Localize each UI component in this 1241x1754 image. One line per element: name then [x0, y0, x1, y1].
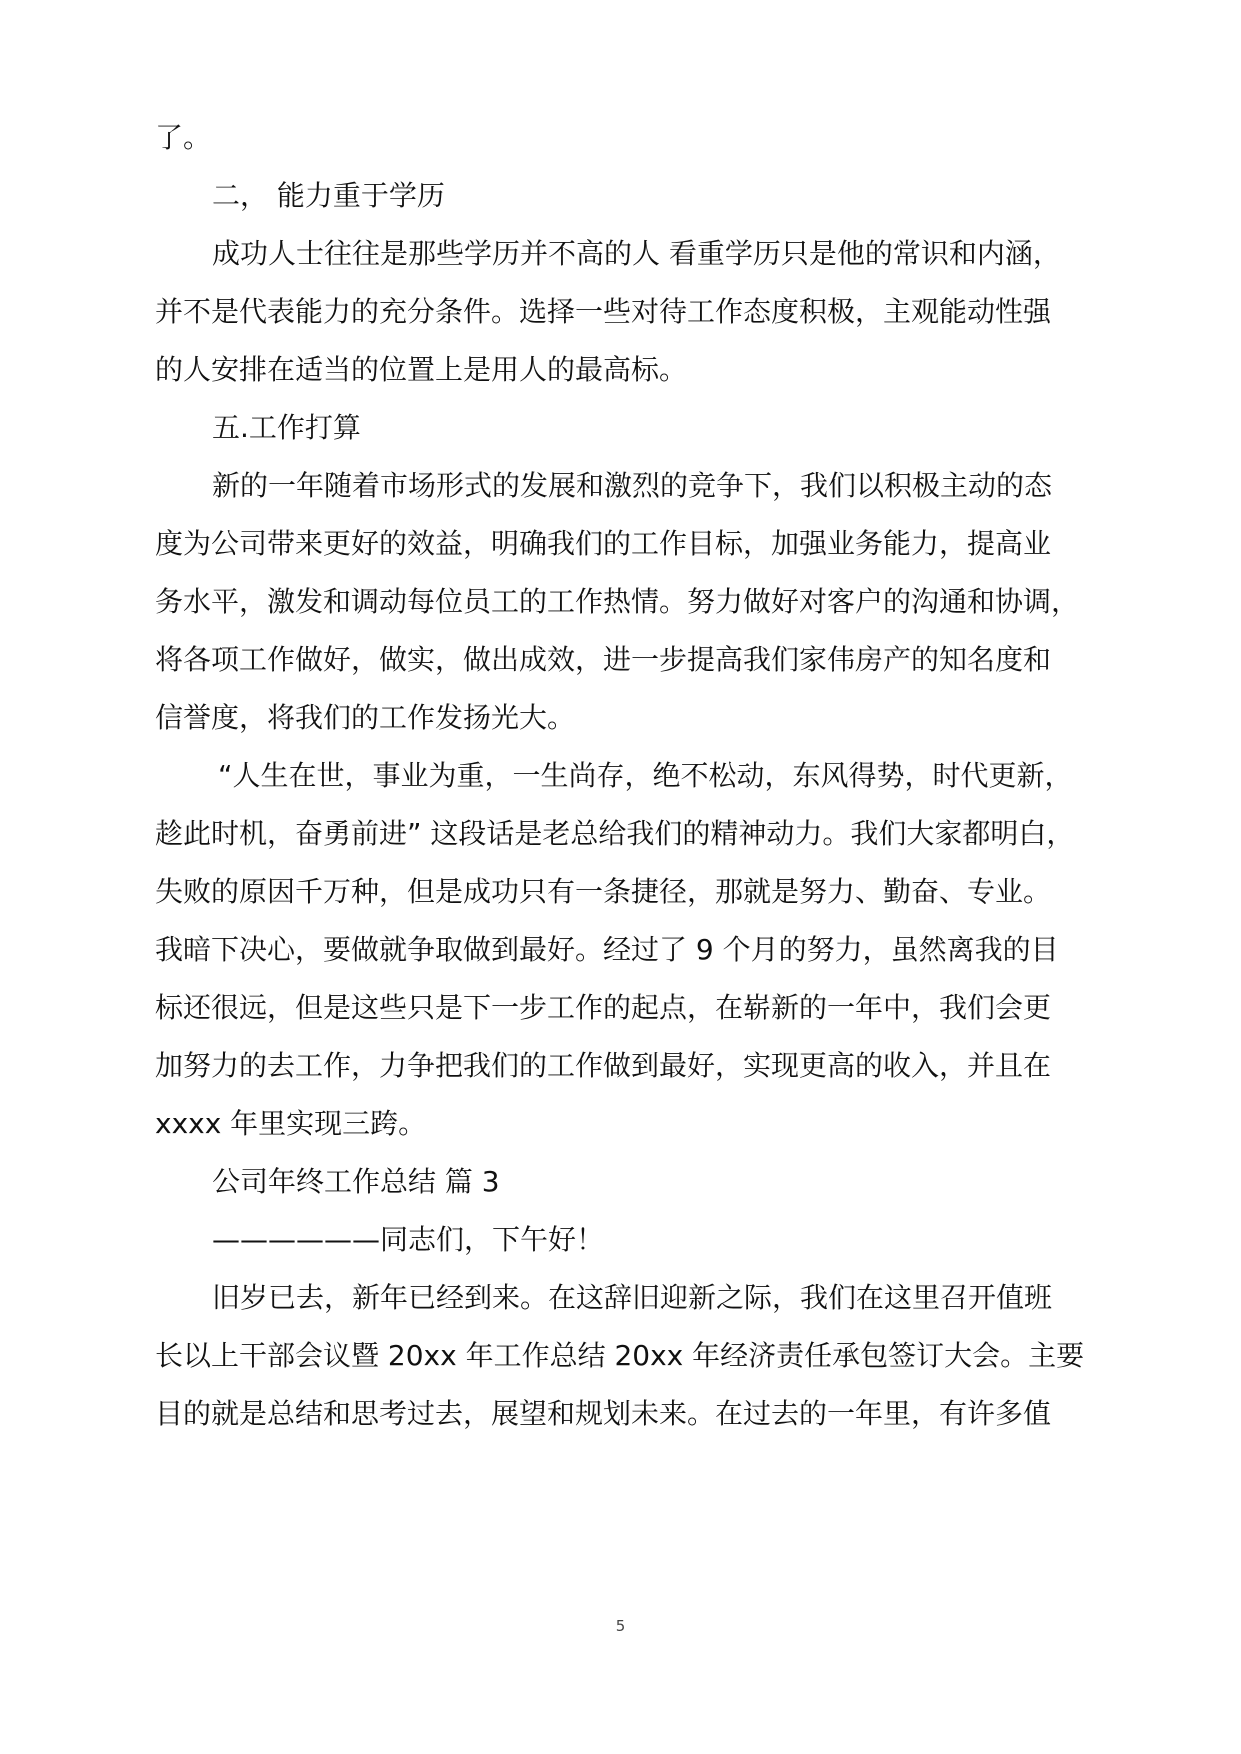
section-heading: 五.工作打算 — [212, 411, 361, 444]
section-heading: 公司年终工作总结 篇 3 — [212, 1165, 500, 1198]
text-line: 长以上干部会议暨 20xx 年工作总结 20xx 年经济责任承包签订大会。主要 — [155, 1339, 1085, 1372]
text-line: xxxx 年里实现三跨。 — [155, 1107, 427, 1140]
text-line: 的人安排在适当的位置上是用人的最高标。 — [155, 353, 688, 386]
text-line: 成功人士往往是那些学历并不高的人 看重学历只是他的常识和内涵， — [212, 237, 1061, 270]
text-line: 目的就是总结和思考过去，展望和规划未来。在过去的一年里，有许多值 — [155, 1397, 1052, 1430]
section-heading: 二， 能力重于学历 — [212, 179, 445, 212]
text-line: 了。 — [155, 121, 212, 154]
text-line: 趁此时机，奋勇前进” 这段话是老总给我们的精神动力。我们大家都明白， — [155, 817, 1075, 850]
text-line: 加努力的去工作，力争把我们的工作做到最好，实现更高的收入，并且在 — [155, 1049, 1052, 1082]
text-line: 失败的原因千万种，但是成功只有一条捷径，那就是努力、勤奋、专业。 — [155, 875, 1052, 908]
page-number: 5 — [615, 1617, 626, 1635]
text-line: 务水平，激发和调动每位员工的工作热情。努力做好对客户的沟通和协调， — [155, 585, 1080, 618]
text-line: 度为公司带来更好的效益，明确我们的工作目标，加强业务能力，提高业 — [155, 527, 1052, 560]
text-line: 并不是代表能力的充分条件。选择一些对待工作态度积极，主观能动性强 — [155, 295, 1052, 328]
text-line: 我暗下决心，要做就争取做到最好。经过了 9 个月的努力，虽然离我的目 — [155, 933, 1059, 966]
text-line: 标还很远，但是这些只是下一步工作的起点，在崭新的一年中，我们会更 — [155, 991, 1052, 1024]
text-line: 将各项工作做好，做实，做出成效，进一步提高我们家伟房产的知名度和 — [155, 643, 1052, 676]
text-line: 新的一年随着市场形式的发展和激烈的竞争下，我们以积极主动的态 — [212, 469, 1053, 502]
greeting-line: ——————同志们，下午好！ — [212, 1223, 605, 1256]
quote-line: “人生在世，事业为重，一生尚存，绝不松动，东风得势，时代更新， — [218, 759, 1073, 792]
text-line: 旧岁已去，新年已经到来。在这辞旧迎新之际，我们在这里召开值班 — [212, 1281, 1053, 1314]
text-line: 信誉度，将我们的工作发扬光大。 — [155, 701, 576, 734]
